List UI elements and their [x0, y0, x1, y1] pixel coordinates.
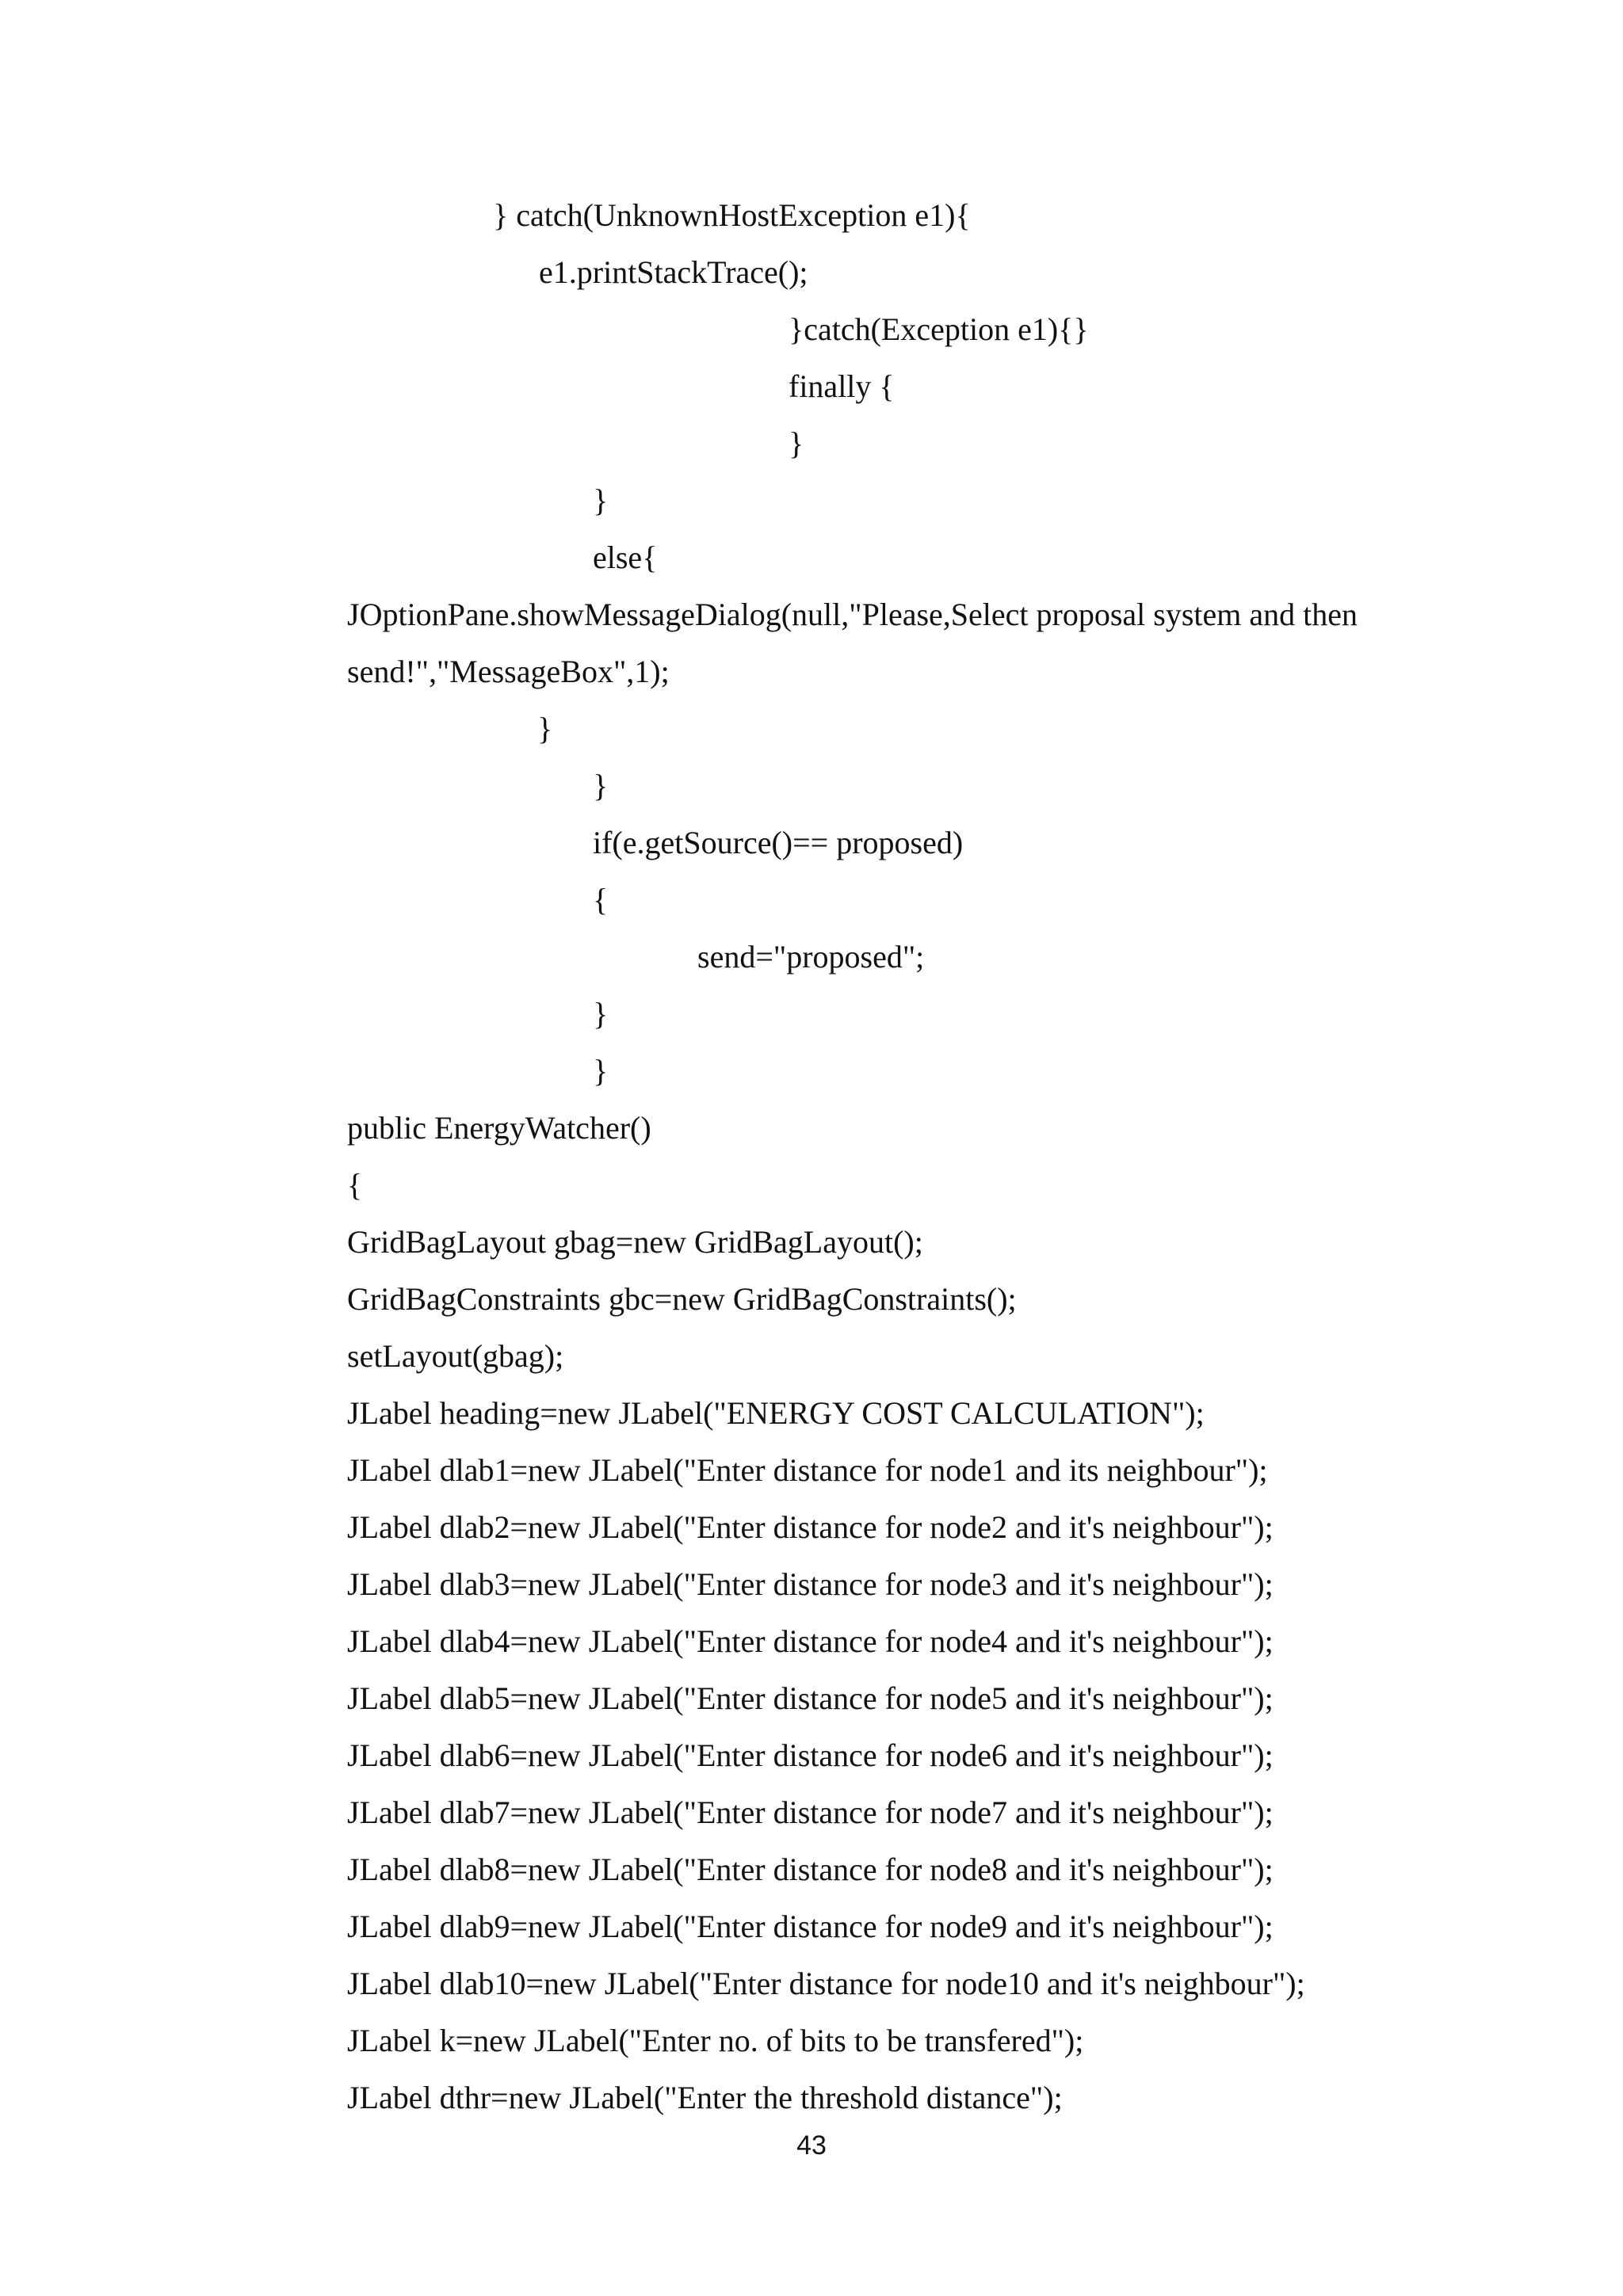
code-line: GridBagConstraints gbc=new GridBagConstraints(); [347, 1281, 1017, 1317]
code-line: { [347, 1167, 363, 1203]
code-line: JLabel dlab3=new JLabel("Enter distance for node3 and it's neighbour"); [347, 1566, 1274, 1602]
code-line: JOptionPane.showMessageDialog(null,"Please,Select proposal system and then [347, 597, 1358, 632]
code-line: e1.printStackTrace(); [539, 254, 808, 290]
code-line: JLabel dlab8=new JLabel("Enter distance for node8 and it's neighbour"); [347, 1852, 1274, 1887]
code-line: } [593, 482, 609, 518]
code-line: { [593, 882, 609, 917]
code-line: JLabel k=new JLabel("Enter no. of bits to be transfered"); [347, 2023, 1084, 2058]
code-line: GridBagLayout gbag=new GridBagLayout(); [347, 1224, 923, 1260]
code-line: } [789, 425, 804, 461]
code-line: } [537, 711, 553, 746]
code-line: finally { [789, 368, 895, 404]
code-line: if(e.getSource()== proposed) [593, 825, 964, 860]
code-line: send="proposed"; [697, 939, 925, 974]
code-line: JLabel dlab7=new JLabel("Enter distance for node7 and it's neighbour"); [347, 1794, 1274, 1830]
code-line: send!","MessageBox",1); [347, 654, 670, 689]
code-line: }catch(Exception e1){} [789, 311, 1089, 347]
code-line: JLabel dlab10=new JLabel("Enter distance for node10 and it's neighbour"); [347, 1966, 1305, 2001]
code-line: JLabel dlab4=new JLabel("Enter distance for node4 and it's neighbour"); [347, 1623, 1274, 1659]
code-line: JLabel heading=new JLabel("ENERGY COST CALCULATION"); [347, 1395, 1205, 1431]
code-line: setLayout(gbag); [347, 1338, 564, 1374]
code-line: JLabel dlab6=new JLabel("Enter distance for node6 and it's neighbour"); [347, 1737, 1274, 1773]
code-line: } [593, 1053, 609, 1089]
code-line: JLabel dlab9=new JLabel("Enter distance for node9 and it's neighbour"); [347, 1909, 1274, 1944]
code-line: } [593, 996, 609, 1032]
code-line: JLabel dlab2=new JLabel("Enter distance for node2 and it's neighbour"); [347, 1509, 1274, 1545]
code-line: } catch(UnknownHostException e1){ [493, 197, 971, 233]
code-line: JLabel dthr=new JLabel("Enter the threshold distance"); [347, 2080, 1063, 2115]
code-line: else{ [593, 540, 658, 575]
page-number: 43 [796, 2130, 827, 2161]
code-line: public EnergyWatcher() [347, 1110, 651, 1146]
code-line: JLabel dlab1=new JLabel("Enter distance for node1 and its neighbour"); [347, 1452, 1268, 1488]
code-line: JLabel dlab5=new JLabel("Enter distance for node5 and it's neighbour"); [347, 1680, 1274, 1716]
code-line: } [593, 768, 609, 803]
